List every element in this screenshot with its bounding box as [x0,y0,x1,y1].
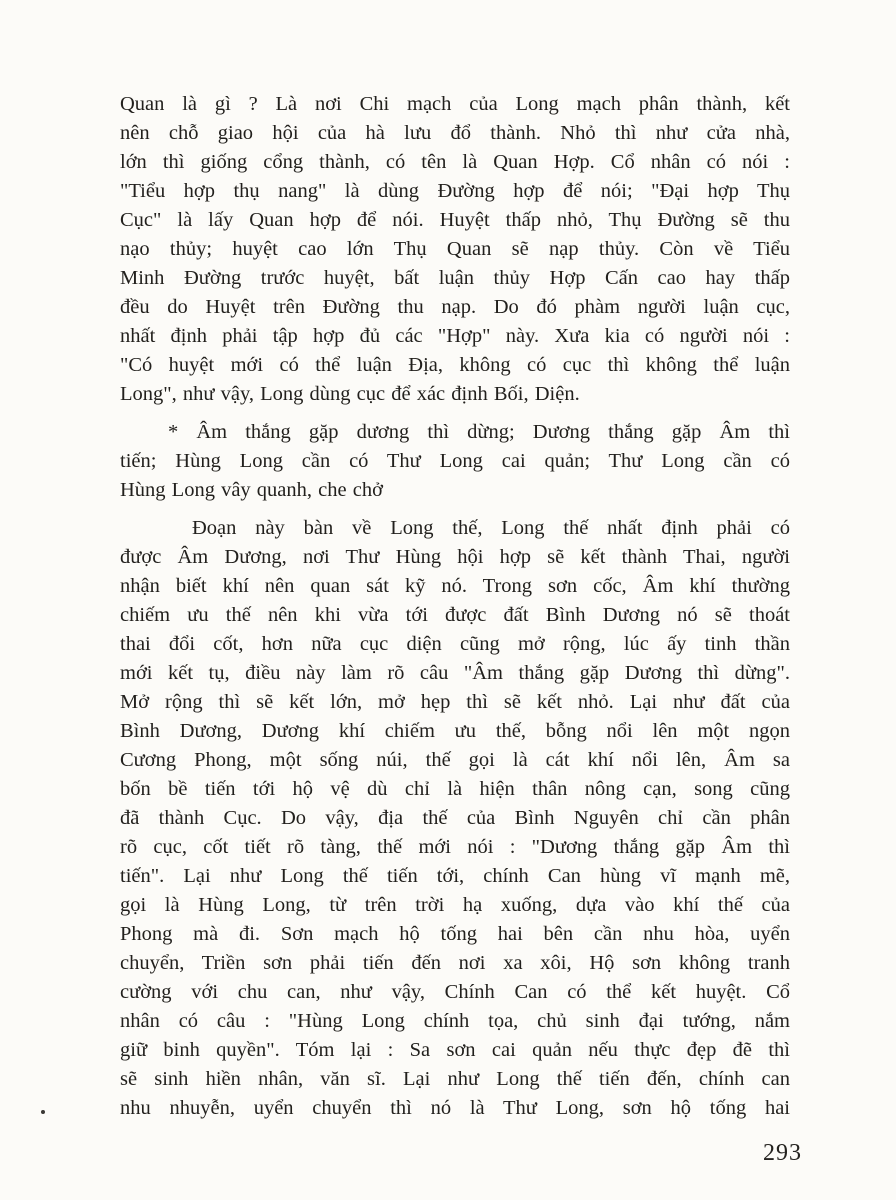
text-line: Mở rộng thì sẽ kết lớn, mở hẹp thì sẽ kết nhỏ. Lại như đất của [120,691,790,713]
text-line: được Âm Dương, nơi Thư Hùng hội hợp sẽ kết thành Thai, người [120,546,790,568]
text-line: gọi là Hùng Long, từ trên trời hạ xuống, dựa vào khí thế của [120,894,790,916]
text-line: cường với chu can, như vậy, Chính Can có thể kết huyệt. Cổ [120,981,790,1003]
ink-speck [41,1110,45,1114]
text-line: "Tiểu hợp thụ nang" là dùng Đường hợp để nói; "Đại hợp Thụ [120,180,790,202]
text-block [120,90,790,1123]
text-line: Long", như vậy, Long dùng cục để xác định Bối, Diện. [120,383,580,405]
text-line: tiến". Lại như Long thế tiến tới, chính Can hùng vĩ mạnh mẽ, [120,865,790,887]
text-line: Quan là gì ? Là nơi Chi mạch của Long mạch phân thành, kết [120,93,790,115]
text-line: nhất định phải tập hợp đủ các "Hợp" này. Xưa kia có người nói : [120,325,790,347]
text-line: chuyển, Triền sơn phải tiến đến nơi xa xôi, Hộ sơn không tranh [120,952,790,974]
text-line: Minh Đường trước huyệt, bất luận thủy Hợp Cấn cao hay thấp [120,267,790,289]
paragraph-am-thang-quote [120,418,790,505]
page-number: 293 [763,1140,802,1166]
text-line: nạo thủy; huyệt cao lớn Thụ Quan sẽ nạp thủy. Còn về Tiểu [120,238,790,260]
text-line: sẽ sinh hiền nhân, văn sĩ. Lại như Long thế tiến đến, chính can [120,1068,790,1090]
text-line: đã thành Cục. Do vậy, địa thế của Bình Nguyên chỉ cần phân [120,807,790,829]
text-line: Đoạn này bàn về Long thế, Long thế nhất định phải có [192,517,790,539]
text-line: "Có huyệt mới có thể luận Địa, không có cục thì không thể luận [120,354,790,376]
paragraph-quan-la-gi [120,90,790,409]
text-line: nhu nhuyễn, uyển chuyển thì nó là Thư Long, sơn hộ tống hai [120,1097,790,1119]
text-line: lớn thì giống cổng thành, có tên là Quan Hợp. Cổ nhân có nói : [120,151,790,173]
text-line: chiếm ưu thế nên khi vừa tới được đất Bình Dương nó sẽ thoát [120,604,790,626]
text-line: Cục" là lấy Quan hợp để nói. Huyệt thấp nhỏ, Thụ Đường sẽ thu [120,209,790,231]
text-line: bốn bề tiến tới hộ vệ dù chỉ là hiện thân nông cạn, song cũng [120,778,790,800]
text-line: nhân có câu : "Hùng Long chính tọa, chủ sinh đại tướng, nắm [120,1010,790,1032]
text-line: Cương Phong, một sống núi, thế gọi là cát khí nổi lên, Âm sa [120,749,790,771]
text-line: nhận biết khí nên quan sát kỹ nó. Trong sơn cốc, Âm khí thường [120,575,790,597]
text-line: đều do Huyệt trên Đường thu nạp. Do đó phàm người luận cục, [120,296,790,318]
text-line: Phong mà đi. Sơn mạch hộ tống hai bên cần nhu hòa, uyển [120,923,790,945]
text-line: Bình Dương, Dương khí chiếm ưu thế, bỗng nổi lên một ngọn [120,720,790,742]
text-line: * Âm thắng gặp dương thì dừng; Dương thắng gặp Âm thì [168,421,790,443]
text-line: thai đổi cốt, hơn nữa cục diện cũng mở rộng, lúc ấy tinh thần [120,633,790,655]
text-line: nên chỗ giao hội của hà lưu đổ thành. Nhỏ thì như cửa nhà, [120,122,790,144]
paragraph-doan-nay-ban-ve [120,514,790,1123]
text-line: giữ binh quyền". Tóm lại : Sa sơn cai quản nếu thực đẹp đẽ thì [120,1039,790,1061]
text-line: mới kết tụ, điều này làm rõ câu "Âm thắng gặp Dương thì dừng". [120,662,790,684]
text-line: Hùng Long vây quanh, che chở [120,479,383,501]
text-line: tiến; Hùng Long cần có Thư Long cai quản; Thư Long cần có [120,450,790,472]
text-line: rõ cục, cốt tiết rõ tàng, thế mới nói : "Dương thắng gặp Âm thì [120,836,790,858]
